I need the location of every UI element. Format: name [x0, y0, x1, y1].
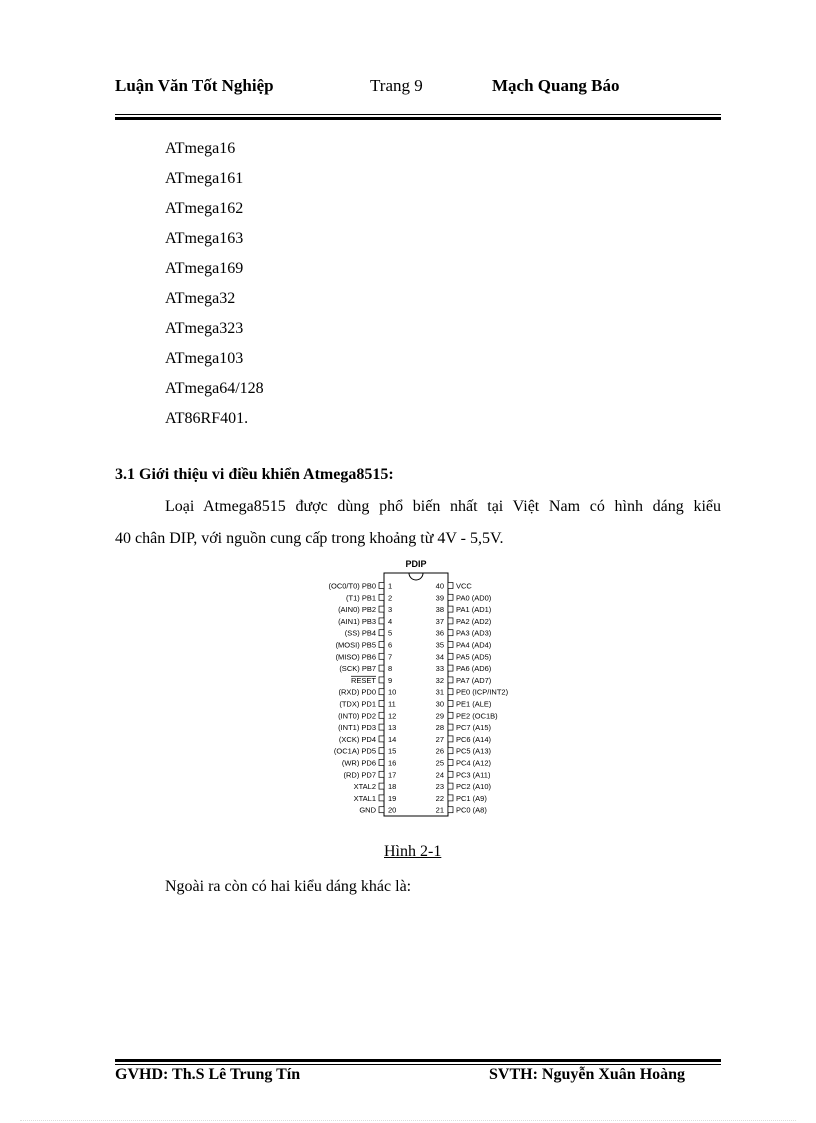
- list-item: ATmega162: [165, 200, 244, 217]
- pin-number-left: 17: [388, 770, 397, 780]
- pin-number-left: 5: [388, 628, 393, 638]
- pin-number-right: 24: [435, 770, 444, 780]
- pin-label-right: PE2 (OC1B): [456, 711, 498, 721]
- pin-marker-right: [448, 795, 453, 801]
- pin-label-right: PA4 (AD4): [456, 640, 492, 650]
- pin-marker-right: [448, 653, 453, 659]
- pin-marker-left: [379, 712, 384, 718]
- pin-label-left: (MISO) PB6: [335, 652, 376, 662]
- pin-number-left: 20: [388, 805, 397, 815]
- pin-marker-left: [379, 760, 384, 766]
- pin-marker-left: [379, 665, 384, 671]
- pin-label-right: VCC: [456, 581, 472, 591]
- pin-label-left: (XCK) PD4: [338, 734, 376, 744]
- pin-label-right: PA0 (AD0): [456, 593, 492, 603]
- pin-marker-right: [448, 748, 453, 754]
- pin-label-left: (OC0/T0) PB0: [328, 581, 376, 591]
- header-title-left: Luận Văn Tốt Nghiệp: [115, 76, 274, 95]
- pin-number-right: 33: [435, 664, 444, 674]
- pin-number-right: 36: [435, 628, 444, 638]
- pin-label-left: (TDX) PD1: [339, 699, 376, 709]
- pin-number-left: 1: [388, 581, 393, 591]
- pin-marker-right: [448, 618, 453, 624]
- pin-marker-left: [379, 701, 384, 707]
- pin-number-left: 3: [388, 605, 393, 615]
- pin-number-left: 14: [388, 734, 397, 744]
- pin-number-right: 38: [435, 605, 444, 615]
- footer-rule-thin: [115, 1064, 721, 1065]
- pin-marker-right: [448, 642, 453, 648]
- pin-number-right: 30: [435, 699, 444, 709]
- intro-paragraph-line-2: 40 chân DIP, với nguồn cung cấp trong khoảng từ 4V - 5,5V.: [115, 530, 504, 547]
- pin-marker-left: [379, 677, 384, 683]
- pin-label-right: PE0 (ICP/INT2): [456, 687, 509, 697]
- pin-number-right: 32: [435, 675, 444, 685]
- pin-number-right: 31: [435, 687, 444, 697]
- pin-label-right: PA5 (AD5): [456, 652, 492, 662]
- pin-label-left: GND: [359, 805, 376, 815]
- pin-number-right: 29: [435, 711, 444, 721]
- pin-marker-left: [379, 771, 384, 777]
- pin-number-left: 12: [388, 711, 397, 721]
- pin-label-right: PA2 (AD2): [456, 616, 492, 626]
- header-title-right: Mạch Quang Báo: [492, 76, 620, 95]
- header-rule-thick: [115, 117, 721, 120]
- pin-marker-left: [379, 653, 384, 659]
- pin-label-right: PA6 (AD6): [456, 664, 492, 674]
- pdip-pinout-diagram: [310, 556, 520, 826]
- package-label: PDIP: [405, 559, 427, 569]
- pin-number-left: 2: [388, 593, 393, 603]
- pin-number-right: 26: [435, 746, 444, 756]
- pin-label-right: PC3 (A11): [456, 770, 491, 780]
- pin-number-right: 25: [435, 758, 444, 768]
- pin-marker-right: [448, 689, 453, 695]
- pin-marker-left: [379, 642, 384, 648]
- pin-number-right: 28: [435, 723, 444, 733]
- pin-marker-right: [448, 724, 453, 730]
- pin-number-left: 19: [388, 793, 397, 803]
- pin-label-left: (RXD) PD0: [338, 687, 376, 697]
- list-item: ATmega323: [165, 320, 244, 337]
- pin-marker-left: [379, 583, 384, 589]
- section-heading: 3.1 Giới thiệu vi điều khiển Atmega8515:: [115, 466, 394, 483]
- pin-number-left: 7: [388, 652, 393, 662]
- pin-label-left: RESET: [350, 675, 376, 685]
- pin-marker-left: [379, 618, 384, 624]
- pin-number-right: 23: [435, 782, 444, 792]
- pin-marker-right: [448, 701, 453, 707]
- pin-marker-right: [448, 665, 453, 671]
- list-item: ATmega16: [165, 140, 236, 157]
- pin-number-left: 9: [388, 675, 393, 685]
- pin-label-right: PC0 (A8): [456, 805, 487, 815]
- pin-label-left: (RD) PD7: [343, 770, 376, 780]
- figure-caption: Hình 2-1: [384, 843, 442, 860]
- pin-label-left: (SCK) PB7: [339, 664, 376, 674]
- header-page-number: Trang 9: [370, 76, 423, 95]
- pin-number-right: 39: [435, 593, 444, 603]
- pin-marker-right: [448, 736, 453, 742]
- pin-number-right: 22: [435, 793, 444, 803]
- pin-marker-left: [379, 630, 384, 636]
- intro-paragraph-line-1: Loại Atmega8515 được dùng phổ biến nhất tại Việt Nam có hình dáng kiểu: [165, 498, 721, 515]
- pin-marker-right: [448, 783, 453, 789]
- list-item: ATmega103: [165, 350, 244, 367]
- pin-number-right: 27: [435, 734, 444, 744]
- pin-marker-left: [379, 594, 384, 600]
- pin-label-left: (SS) PB4: [344, 628, 376, 638]
- pin-marker-left: [379, 795, 384, 801]
- list-item: ATmega161: [165, 170, 244, 187]
- pin-marker-left: [379, 783, 384, 789]
- pin-number-left: 16: [388, 758, 397, 768]
- pin-label-right: PE1 (ALE): [456, 699, 492, 709]
- pin-label-left: XTAL2: [353, 782, 376, 792]
- page-bottom-divider: [20, 1120, 796, 1121]
- pin-label-left: (OC1A) PD5: [333, 746, 376, 756]
- pin-label-right: PC2 (A10): [456, 782, 492, 792]
- pin-marker-right: [448, 771, 453, 777]
- pin-marker-left: [379, 724, 384, 730]
- pin-marker-right: [448, 583, 453, 589]
- pin-label-right: PC1 (A9): [456, 793, 487, 803]
- pin-number-left: 10: [388, 687, 397, 697]
- pin-number-right: 40: [435, 581, 444, 591]
- pin-label-left: (INT1) PD3: [338, 723, 376, 733]
- pin-marker-left: [379, 606, 384, 612]
- pin-label-right: PC4 (A12): [456, 758, 492, 768]
- pin-label-left: (MOSI) PB5: [335, 640, 376, 650]
- other-packages-paragraph: Ngoài ra còn có hai kiểu dáng khác là:: [165, 878, 412, 895]
- pin-number-left: 8: [388, 664, 393, 674]
- pin-marker-right: [448, 760, 453, 766]
- pin-number-right: 21: [435, 805, 444, 815]
- pin-marker-right: [448, 807, 453, 813]
- pin-label-left: (AIN0) PB2: [338, 605, 376, 615]
- pin-label-left: (T1) PB1: [345, 593, 376, 603]
- pin-number-left: 11: [388, 699, 396, 709]
- pin-label-right: PC5 (A13): [456, 746, 492, 756]
- list-item: AT86RF401.: [165, 410, 249, 427]
- pin-marker-left: [379, 689, 384, 695]
- pin-number-right: 35: [435, 640, 444, 650]
- pin-label-left: (AIN1) PB3: [338, 616, 376, 626]
- pin-number-left: 6: [388, 640, 393, 650]
- list-item: ATmega32: [165, 290, 236, 307]
- list-item: ATmega163: [165, 230, 244, 247]
- pin-label-right: PC7 (A15): [456, 723, 492, 733]
- pin-marker-right: [448, 712, 453, 718]
- list-item: ATmega169: [165, 260, 244, 277]
- pin-marker-left: [379, 736, 384, 742]
- footer-rule-thick: [115, 1059, 721, 1062]
- pin-marker-right: [448, 630, 453, 636]
- pin-label-right: PA1 (AD1): [456, 605, 492, 615]
- pin-marker-right: [448, 594, 453, 600]
- pin-marker-right: [448, 677, 453, 683]
- pin-label-left: XTAL1: [353, 793, 376, 803]
- pin-number-left: 18: [388, 782, 397, 792]
- pin-label-right: PC6 (A14): [456, 734, 492, 744]
- pin-number-left: 15: [388, 746, 397, 756]
- list-item: ATmega64/128: [165, 380, 264, 397]
- footer-student: SVTH: Nguyễn Xuân Hoàng: [489, 1066, 686, 1083]
- pin-marker-right: [448, 606, 453, 612]
- pin-number-left: 4: [388, 616, 393, 626]
- pin-label-right: PA3 (AD3): [456, 628, 492, 638]
- pin-label-right: PA7 (AD7): [456, 675, 492, 685]
- footer-advisor: GVHD: Th.S Lê Trung Tín: [115, 1066, 301, 1083]
- pin-marker-left: [379, 807, 384, 813]
- pin-number-right: 34: [435, 652, 444, 662]
- pin-label-left: (INT0) PD2: [338, 711, 376, 721]
- pin-number-right: 37: [435, 616, 444, 626]
- pin-label-left: (WR) PD6: [341, 758, 376, 768]
- pin-number-left: 13: [388, 723, 397, 733]
- header-rule-thin: [115, 114, 721, 115]
- pin-marker-left: [379, 748, 384, 754]
